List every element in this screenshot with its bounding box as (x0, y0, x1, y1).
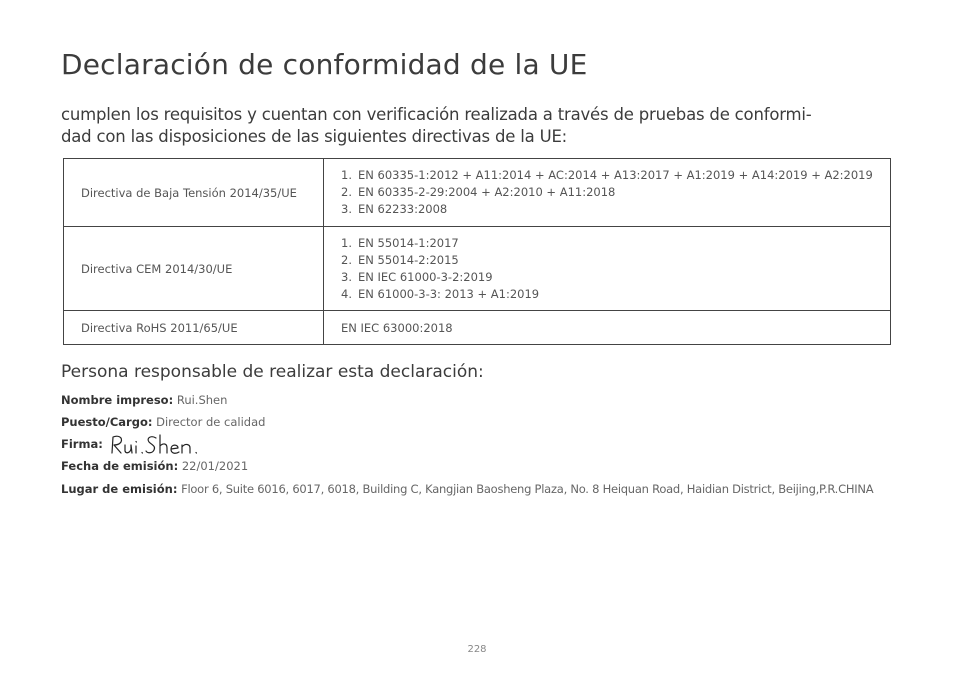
handwritten-signature (108, 431, 208, 457)
issue-date-value: 22/01/2021 (181, 459, 249, 473)
intro-line-2: dad con las disposiciones de las siguientes directivas de la UE: (61, 127, 568, 146)
list-number: 4. (341, 286, 352, 301)
list-item (341, 252, 890, 269)
list-item (341, 167, 890, 184)
directive-standards (324, 227, 891, 311)
directive-name: Directiva de Baja Tensión 2014/35/UE (64, 159, 324, 227)
table-row (64, 159, 891, 227)
list-number: 3. (341, 269, 352, 284)
list-item (341, 269, 890, 286)
standards-list (341, 235, 890, 303)
directive-name: Directiva CEM 2014/30/UE (64, 227, 324, 311)
standard-text: EN 55014-2:2015 (358, 252, 459, 267)
position-row (61, 415, 265, 429)
issue-date-row (61, 459, 248, 473)
responsible-heading: Persona responsable de realizar esta declaración: (61, 362, 484, 382)
directive-standards: EN IEC 63000:2018 (324, 311, 891, 345)
position-label: Puesto/Cargo: (61, 415, 153, 429)
list-item (341, 286, 890, 303)
signature-label: Firma: (61, 437, 103, 451)
list-item (341, 201, 890, 218)
printed-name-label: Nombre impreso: (61, 393, 174, 407)
list-item (341, 235, 890, 252)
issue-place-label: Lugar de emisión: (61, 482, 178, 496)
standard-text: EN 62233:2008 (358, 202, 448, 216)
standards-list (341, 167, 890, 218)
page-title: Declaración de conformidad de la UE (61, 48, 588, 81)
signature-row (61, 437, 103, 451)
list-item (341, 184, 890, 201)
standard-text: EN 60335-1:2012 + A11:2014 + AC:2014 + A13:2017 + A1:2019 + A14:2019 + A2:2019 (358, 168, 873, 182)
directives-table (63, 158, 891, 345)
directive-name: Directiva RoHS 2011/65/UE (64, 311, 324, 345)
issue-place-row (61, 482, 873, 496)
list-number: 2. (341, 252, 352, 267)
list-number: 1. (341, 168, 352, 182)
standard-text: EN 61000-3-3: 2013 + A1:2019 (358, 286, 540, 301)
list-number: 1. (341, 235, 352, 250)
standard-text: EN IEC 61000-3-2:2019 (358, 269, 493, 284)
printed-name-value: Rui.Shen (176, 393, 228, 407)
position-value: Director de calidad (156, 415, 266, 429)
table-row (64, 311, 891, 345)
table-row (64, 227, 891, 311)
standard-text: EN 55014-1:2017 (358, 235, 459, 250)
list-number: 2. (341, 185, 352, 199)
printed-name-row (61, 393, 227, 407)
intro-paragraph (61, 104, 881, 148)
list-number: 3. (341, 202, 352, 216)
issue-date-label: Fecha de emisión: (61, 459, 179, 473)
page-number: 228 (467, 644, 487, 655)
issue-place-value: Floor 6, Suite 6016, 6017, 6018, Building C, Kangjian Baosheng Plaza, No. 8 Heiquan Road, Haidian District, Beijing,P.R.CHINA (181, 482, 874, 496)
standard-text: EN 60335-2-29:2004 + A2:2010 + A11:2018 (358, 185, 616, 199)
directive-standards (324, 159, 891, 227)
intro-line-1: cumplen los requisitos y cuentan con verificación realizada a través de pruebas de conformi- (61, 105, 812, 124)
